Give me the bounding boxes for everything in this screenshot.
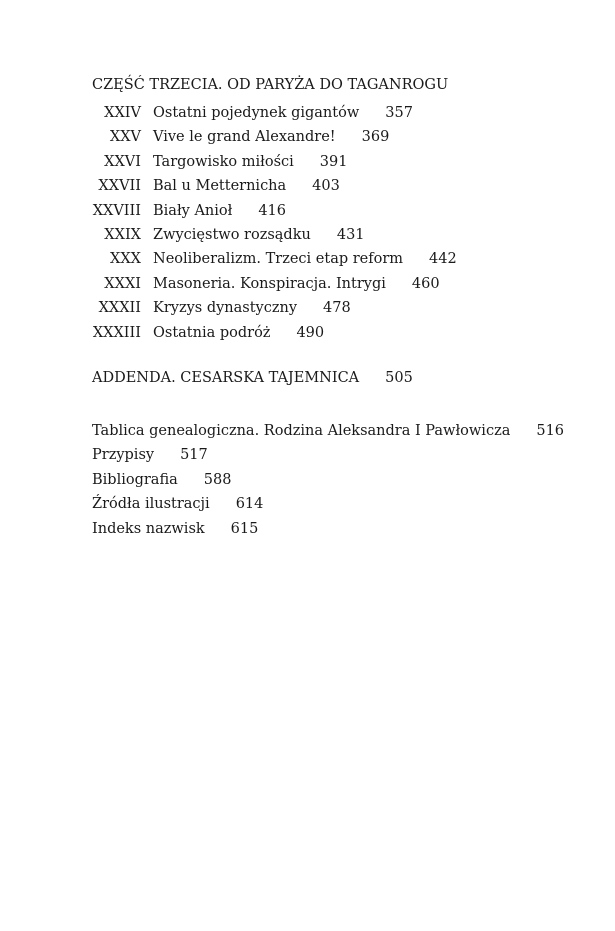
chapter-entry — [92, 199, 457, 223]
chapter-list — [92, 101, 457, 345]
chapter-entry — [92, 247, 457, 271]
chapter-title: Bal u Metternicha — [153, 178, 287, 195]
chapter-number: XXVIII — [92, 202, 141, 219]
chapter-title: Targowisko miłości — [153, 153, 294, 170]
chapter-page: 369 — [361, 129, 390, 146]
chapter-title: Vive le grand Alexandre! — [153, 129, 336, 146]
backmatter-title: Tablica genealogiczna. Rodzina Aleksandra I Pawłowicza — [92, 423, 511, 439]
backmatter-page: 516 — [536, 423, 565, 439]
backmatter-entry — [92, 443, 564, 467]
chapter-title: Neoliberalizm. Trzeci etap reform — [153, 251, 404, 268]
addenda-entry — [92, 370, 413, 386]
chapter-page: 460 — [411, 275, 440, 292]
chapter-entry — [92, 223, 457, 247]
chapter-page: 391 — [319, 153, 348, 170]
chapter-title: Ostatnia podróż — [153, 324, 271, 341]
chapter-number: XXIV — [104, 105, 141, 121]
backmatter-title: Bibliografia — [92, 471, 178, 488]
chapter-entry — [92, 150, 457, 174]
chapter-title: Zwycięstwo rozsądku — [153, 226, 311, 243]
backmatter-entry — [92, 468, 564, 492]
backmatter-entry — [92, 517, 564, 541]
backmatter-entry — [92, 492, 564, 516]
chapter-title: Masoneria. Konspiracja. Intrygi — [153, 275, 386, 292]
backmatter-entry — [92, 419, 564, 443]
chapter-page: 478 — [323, 300, 351, 317]
backmatter-title: Przypisy — [92, 447, 155, 464]
chapter-number: XXXII — [98, 300, 141, 317]
chapter-entry — [92, 272, 457, 296]
addenda-title: ADDENDA. CESARSKA TAJEMNICA — [92, 370, 360, 386]
backmatter-title: Indeks nazwisk — [92, 520, 205, 537]
chapter-title: Biały Anioł — [153, 202, 233, 219]
chapter-entry — [92, 296, 457, 320]
backmatter-list — [92, 419, 564, 541]
chapter-entry — [92, 174, 457, 198]
chapter-entry — [92, 321, 457, 345]
chapter-page: 357 — [385, 105, 413, 121]
chapter-title: Kryzys dynastyczny — [153, 300, 298, 317]
backmatter-page: 615 — [230, 520, 259, 537]
chapter-number: XXVII — [98, 178, 141, 195]
chapter-page: 416 — [258, 202, 287, 219]
chapter-number: XXV — [109, 129, 141, 146]
chapter-page: 490 — [296, 324, 325, 341]
part-heading: CZĘŚĆ TRZECIA. OD PARYŻA DO TAGANROGU — [92, 77, 449, 93]
chapter-number: XXXIII — [92, 324, 141, 341]
chapter-entry — [92, 125, 457, 149]
chapter-title: Ostatni pojedynek gigantów — [153, 105, 360, 121]
chapter-number: XXVI — [104, 153, 141, 170]
backmatter-page: 588 — [203, 471, 232, 488]
addenda-page: 505 — [385, 370, 413, 386]
chapter-number: XXX — [110, 251, 141, 268]
chapter-number: XXXI — [104, 275, 141, 292]
chapter-page: 442 — [429, 251, 457, 268]
chapter-number: XXIX — [104, 226, 141, 243]
backmatter-page: 517 — [180, 447, 208, 464]
backmatter-title: Źródła ilustracji — [92, 496, 210, 513]
chapter-entry — [92, 101, 457, 125]
chapter-page: 431 — [336, 226, 365, 243]
chapter-page: 403 — [312, 178, 340, 195]
backmatter-page: 614 — [235, 496, 264, 513]
